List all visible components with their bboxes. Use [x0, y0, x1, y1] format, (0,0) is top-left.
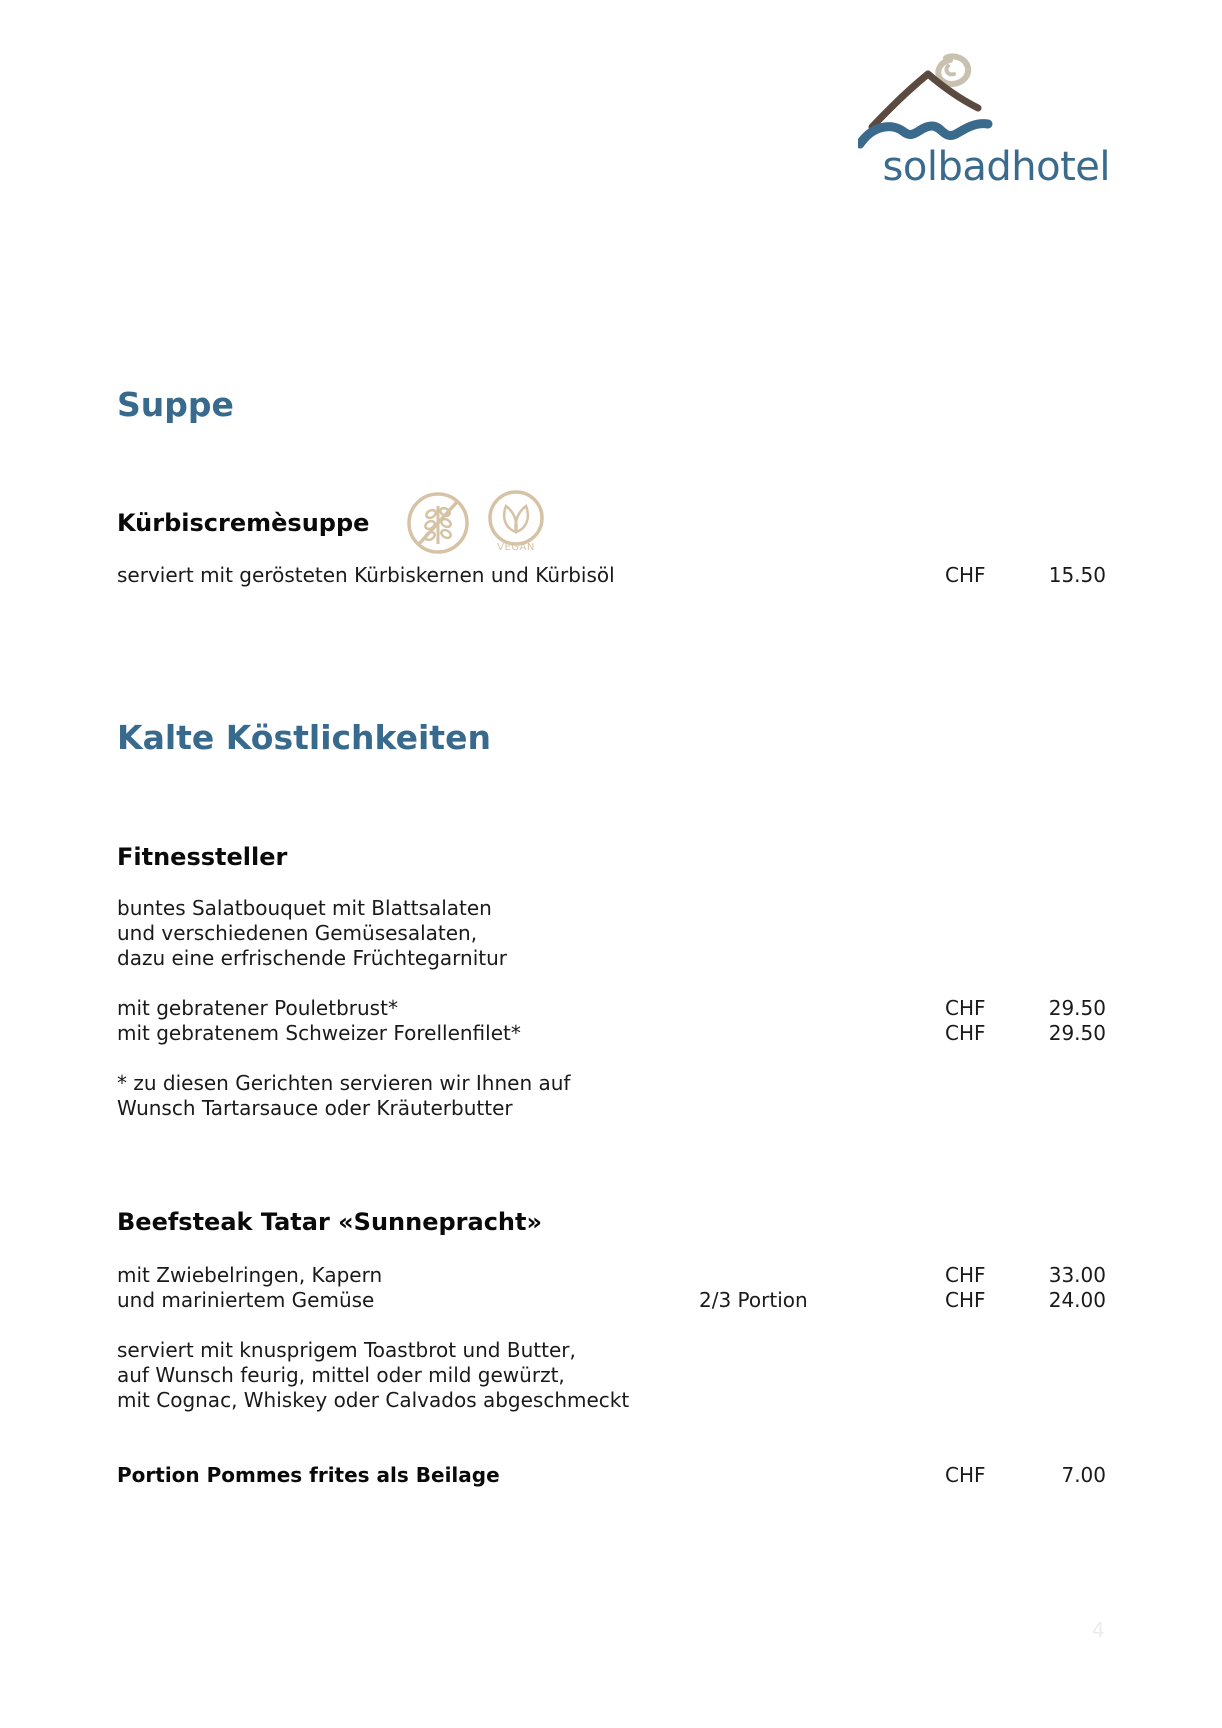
portion-size-label: 2/3 Portion — [699, 1288, 808, 1312]
price-value: 24.00 — [1048, 1288, 1106, 1312]
footnote-line: Wunsch Tartarsauce oder Kräuterbutter — [117, 1096, 513, 1120]
dish-row-label: mit Zwiebelringen, Kapern — [117, 1263, 383, 1287]
price-value: 29.50 — [1048, 996, 1106, 1020]
price-value: 33.00 — [1048, 1263, 1106, 1287]
price-currency: CHF — [945, 1288, 986, 1312]
vegan-label: VEGAN — [497, 542, 535, 553]
mountain-wave-logo-icon — [858, 52, 1118, 152]
dish-description-line: buntes Salatbouquet mit Blattsalaten — [117, 896, 492, 920]
price-value: 7.00 — [1061, 1463, 1106, 1487]
price-currency: CHF — [945, 563, 986, 587]
vegan-badge — [486, 488, 546, 552]
page-number: 4 — [1092, 1618, 1105, 1642]
dish-description: serviert mit gerösteten Kürbiskernen und Kürbisöl — [117, 563, 615, 587]
gluten-free-badge — [405, 490, 471, 560]
dish-title-fitnessteller: Fitnessteller — [117, 843, 288, 871]
price-value: 29.50 — [1048, 1021, 1106, 1045]
price-value: 15.50 — [1048, 563, 1106, 587]
price-currency: CHF — [945, 1263, 986, 1287]
section-title-kalte-koestlichkeiten: Kalte Köstlichkeiten — [117, 718, 491, 757]
dish-description-line: und verschiedenen Gemüsesalaten, — [117, 921, 478, 945]
price-currency: CHF — [945, 996, 986, 1020]
price-currency: CHF — [945, 1463, 986, 1487]
vegan-leaf-icon — [486, 488, 546, 548]
dish-option-label: mit gebratener Pouletbrust* — [117, 996, 398, 1020]
footnote-line: * zu diesen Gerichten servieren wir Ihnen auf — [117, 1071, 571, 1095]
dish-note-line: auf Wunsch feurig, mittel oder mild gewürzt, — [117, 1363, 565, 1387]
dish-title-kuerbiscremesuppe: Kürbiscremèsuppe — [117, 509, 370, 537]
dish-option-label: mit gebratenem Schweizer Forellenfilet* — [117, 1021, 521, 1045]
gluten-free-icon — [405, 490, 471, 556]
dish-note-line: serviert mit knusprigem Toastbrot und Butter, — [117, 1338, 576, 1362]
price-currency: CHF — [945, 1021, 986, 1045]
logo-wordmark: solbadhotel — [882, 144, 1110, 190]
section-title-suppe: Suppe — [117, 385, 234, 424]
dish-title-beefsteak-tatar: Beefsteak Tatar «Sunnepracht» — [117, 1208, 542, 1236]
side-dish-label: Portion Pommes frites als Beilage — [117, 1463, 500, 1487]
dish-note-line: mit Cognac, Whiskey oder Calvados abgeschmeckt — [117, 1388, 630, 1412]
dish-description-line: dazu eine erfrischende Früchtegarnitur — [117, 946, 508, 970]
hotel-logo — [858, 52, 1118, 202]
dish-row-label: und mariniertem Gemüse — [117, 1288, 375, 1312]
